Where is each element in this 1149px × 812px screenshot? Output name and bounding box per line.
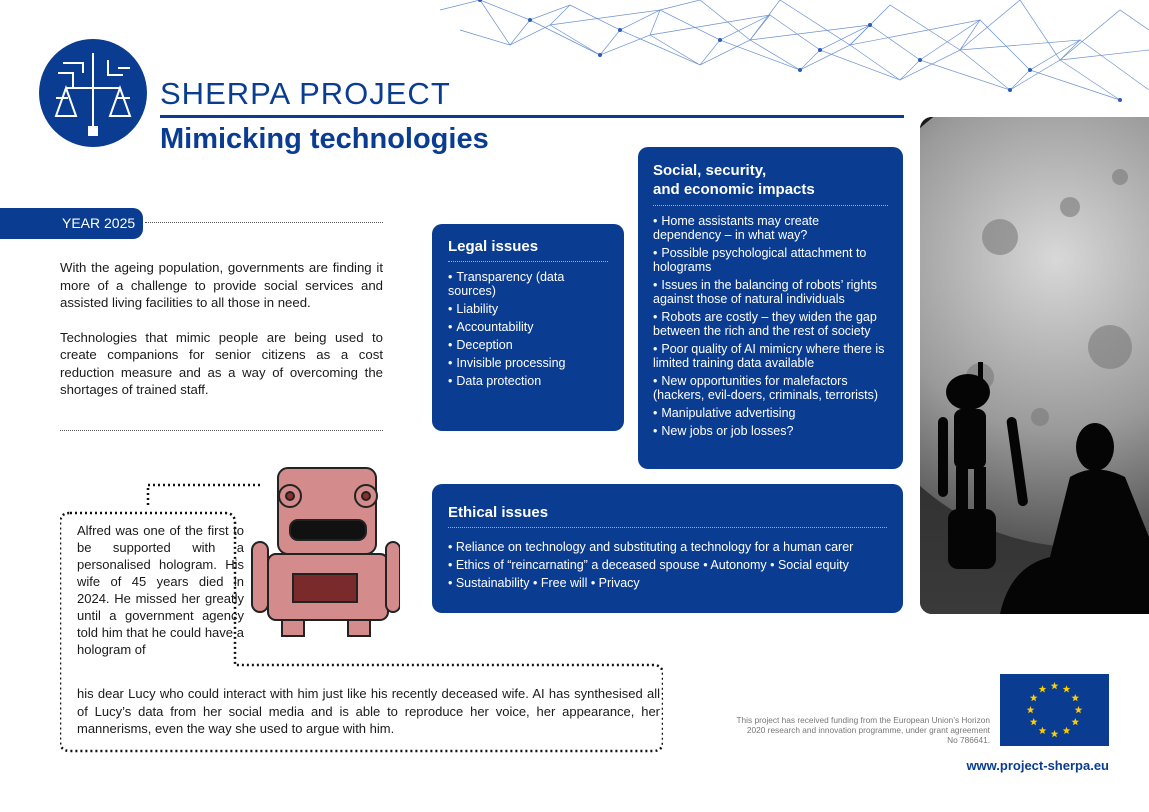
list-item: • Issues in the balancing of robots’ rights against those of natural individuals bbox=[653, 278, 888, 306]
intro-paragraph-2: Technologies that mimic people are being used to create companions for senior citizens as a cost reduction measure and as a way of overcoming the shortages of trained staff. bbox=[60, 329, 383, 397]
legal-issues-title: Legal issues bbox=[448, 238, 539, 255]
list-item: • New jobs or job losses? bbox=[653, 424, 888, 438]
list-item: • Poor quality of AI mimicry where there is limited training data available bbox=[653, 342, 888, 370]
dotted-divider bbox=[60, 430, 383, 431]
dotted-divider bbox=[145, 222, 383, 223]
list-item: • Manipulative advertising bbox=[653, 406, 888, 420]
list-item: • Invisible processing bbox=[448, 356, 608, 370]
page-title: Mimicking technologies bbox=[160, 123, 489, 155]
list-item: • Deception bbox=[448, 338, 608, 352]
intro-text bbox=[60, 259, 383, 416]
year-badge: YEAR 2025 bbox=[0, 208, 143, 239]
ethical-line-3: • Sustainability • Free will • Privacy bbox=[448, 576, 640, 590]
story-text-part-2: his dear Lucy who could interact with him just like his recently deceased wife. AI has synthesised all of Lucy’s data from her social media and is able to reproduce her voice, her appearance, her mannerisms, even the way she used to argue with him. bbox=[77, 686, 660, 736]
social-title-line-2: and economic impacts bbox=[653, 181, 815, 198]
sherpa-logo bbox=[38, 38, 148, 148]
ethical-issues-title: Ethical issues bbox=[448, 504, 549, 521]
website-link[interactable]: www.project-sherpa.eu bbox=[966, 758, 1109, 773]
social-title-line-1: Social, security, bbox=[653, 162, 767, 179]
ethical-line-2: • Ethics of “reincarnating” a deceased spouse • Autonomy • Social equity bbox=[448, 558, 849, 572]
list-item: • Accountability bbox=[448, 320, 608, 334]
brand-name: SHERPA PROJECT bbox=[160, 76, 451, 111]
ethical-line-1: • Reliance on technology and substituting a technology for a human carer bbox=[448, 540, 854, 554]
list-item: • Data protection bbox=[448, 374, 608, 388]
header-rule bbox=[160, 115, 904, 118]
network-graphic bbox=[420, 0, 1149, 120]
list-item: • Possible psychological attachment to holograms bbox=[653, 246, 888, 274]
legal-issues-panel bbox=[432, 224, 624, 431]
social-impacts-title bbox=[653, 161, 888, 199]
list-item: • Transparency (data sources) bbox=[448, 270, 608, 298]
moon-silhouette-image bbox=[920, 117, 1149, 614]
list-item: • Robots are costly – they widen the gap between the rich and the rest of society bbox=[653, 310, 888, 338]
intro-paragraph-1: With the ageing population, governments are finding it more of a challenge to provide social services and assisted living facilities to all those in need. bbox=[60, 260, 383, 310]
list-item: • Liability bbox=[448, 302, 608, 316]
robot-illustration bbox=[250, 464, 400, 639]
story-text-part-1: Alfred was one of the first to be supported with a personalised hologram. His wife of 45 years died in 2024. He missed her greatly until a government agency told him that he could have a hologram of bbox=[77, 523, 244, 657]
list-item: • New opportunities for malefactors (hackers, evil-doers, criminals, terrorists) bbox=[653, 374, 888, 402]
eu-flag-icon bbox=[1000, 674, 1109, 746]
funding-notice: This project has received funding from the European Union’s Horizon 2020 research and innovation programme, under grant agreement No 786641. bbox=[736, 715, 990, 745]
list-item: • Home assistants may create dependency – in what way? bbox=[653, 214, 888, 242]
social-impacts-panel bbox=[638, 147, 903, 469]
